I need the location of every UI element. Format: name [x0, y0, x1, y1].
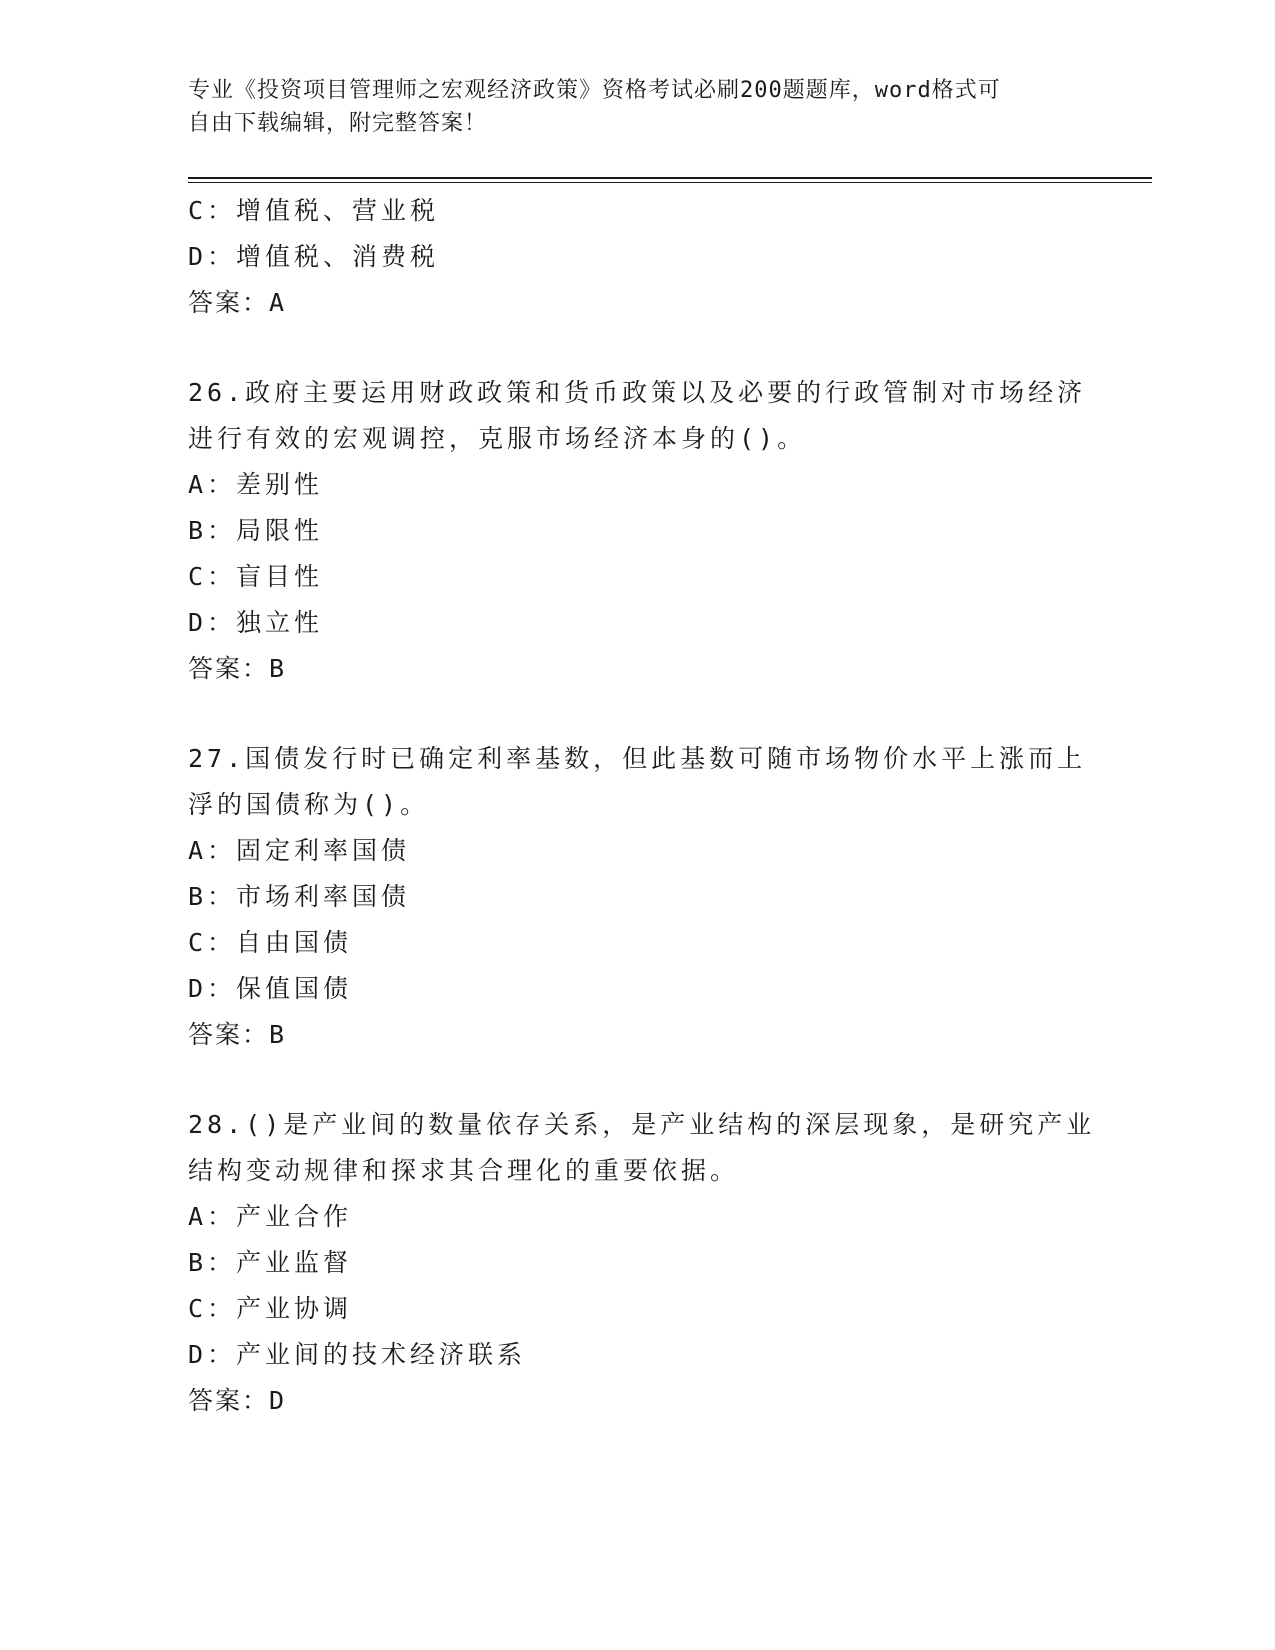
spacer	[188, 692, 1088, 736]
option-c: C：增值税、营业税	[188, 196, 440, 225]
option-a: A：差别性	[188, 470, 324, 499]
option-b: B：局限性	[188, 516, 324, 545]
header-divider-thick	[188, 177, 1152, 179]
question-stem-line: 浮的国债称为()。	[188, 790, 430, 819]
option-d: D：产业间的技术经济联系	[188, 1340, 527, 1369]
header-line-2: 自由下载编辑，附完整答案！	[188, 111, 488, 136]
document-header	[188, 74, 1068, 140]
option-b: B：市场利率国债	[188, 882, 411, 911]
option-d: D：增值税、消费税	[188, 242, 440, 271]
question-stem-line: 进行有效的宏观调控，克服市场经济本身的()。	[188, 424, 807, 453]
answer: 答案：D	[188, 1386, 287, 1415]
question-26	[188, 370, 1088, 692]
option-d: D：保值国债	[188, 974, 353, 1003]
header-divider-thin	[188, 182, 1152, 183]
option-d: D：独立性	[188, 608, 324, 637]
question-stem-line: 28.()是产业间的数量依存关系，是产业结构的深层现象，是研究产业	[188, 1110, 1096, 1139]
option-b: B：产业监督	[188, 1248, 353, 1277]
question-stem-line: 27.国债发行时已确定利率基数，但此基数可随市场物价水平上涨而上	[188, 744, 1087, 773]
question-27	[188, 736, 1088, 1058]
option-c: C：自由国债	[188, 928, 353, 957]
answer: 答案：B	[188, 654, 287, 683]
option-c: C：产业协调	[188, 1294, 353, 1323]
spacer	[188, 1058, 1088, 1102]
spacer	[188, 326, 1088, 370]
question-25-continuation	[188, 188, 1088, 326]
option-a: A：固定利率国债	[188, 836, 411, 865]
question-28	[188, 1102, 1096, 1424]
header-line-1: 专业《投资项目管理师之宏观经济政策》资格考试必刷200题题库，word格式可	[188, 78, 1001, 103]
question-stem-line: 26.政府主要运用财政政策和货币政策以及必要的行政管制对市场经济	[188, 378, 1087, 407]
question-list	[188, 188, 1096, 1424]
question-stem-line: 结构变动规律和探求其合理化的重要依据。	[188, 1156, 740, 1185]
option-c: C：盲目性	[188, 562, 324, 591]
answer: 答案：B	[188, 1020, 287, 1049]
answer: 答案：A	[188, 288, 287, 317]
option-a: A：产业合作	[188, 1202, 353, 1231]
